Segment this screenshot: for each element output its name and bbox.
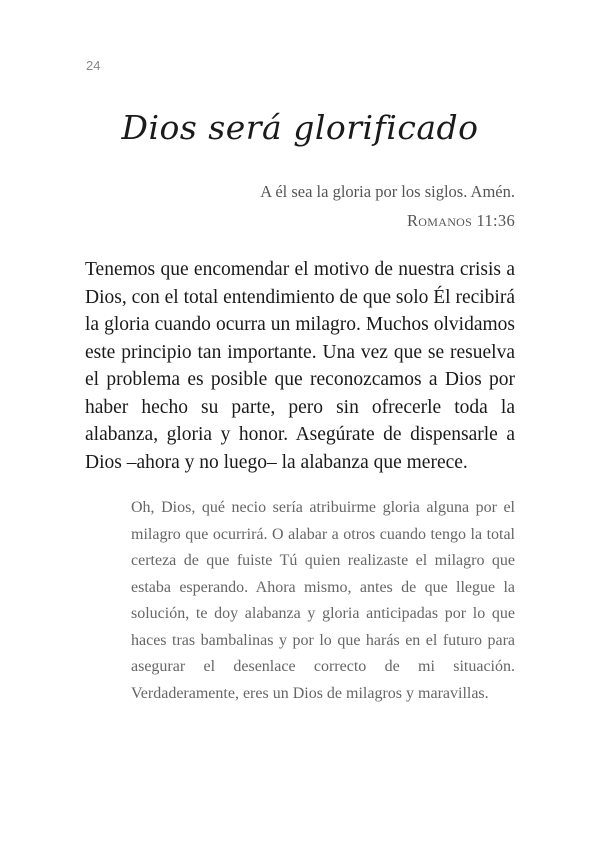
prayer-paragraph: Oh, Dios, qué necio sería atribuirme gloria alguna por el milagro que ocurrirá. O alabar a otros cuando tengo la total certeza de que fuiste Tú quien realizaste el milagro que estaba esperando. Ahora mismo, antes de que llegue la solución, te doy alabanza y gloria anticipadas por lo que haces tras bambalinas y por lo que harás en el futuro para asegurar el desenlace correcto de mi situación. Verdaderamente, eres un Dios de milagros y maravillas.	[131, 499, 515, 702]
epigraph-reference: Romanos 11:36	[406, 211, 515, 230]
page-title: Dios será glorificado	[121, 108, 479, 147]
body-paragraph: Tenemos que encomendar el motivo de nuestra crisis a Dios, con el total entendimiento de que solo Él recibirá la gloria cuando ocurra un milagro. Muchos olvidamos este principio tan importante. Una vez que se resuelva el problema es posible que reconozcamos a Dios por haber hecho su parte, pero sin ofrecerle toda la alabanza, gloria y honor. Asegúrate de dispensarle a Dios –ahora y no luego– la alabanza que merece.	[85, 259, 515, 473]
page-number: 24	[86, 58, 101, 73]
epigraph-quote: A él sea la gloria por los siglos. Amén.	[260, 182, 515, 201]
epigraph	[85, 177, 515, 235]
